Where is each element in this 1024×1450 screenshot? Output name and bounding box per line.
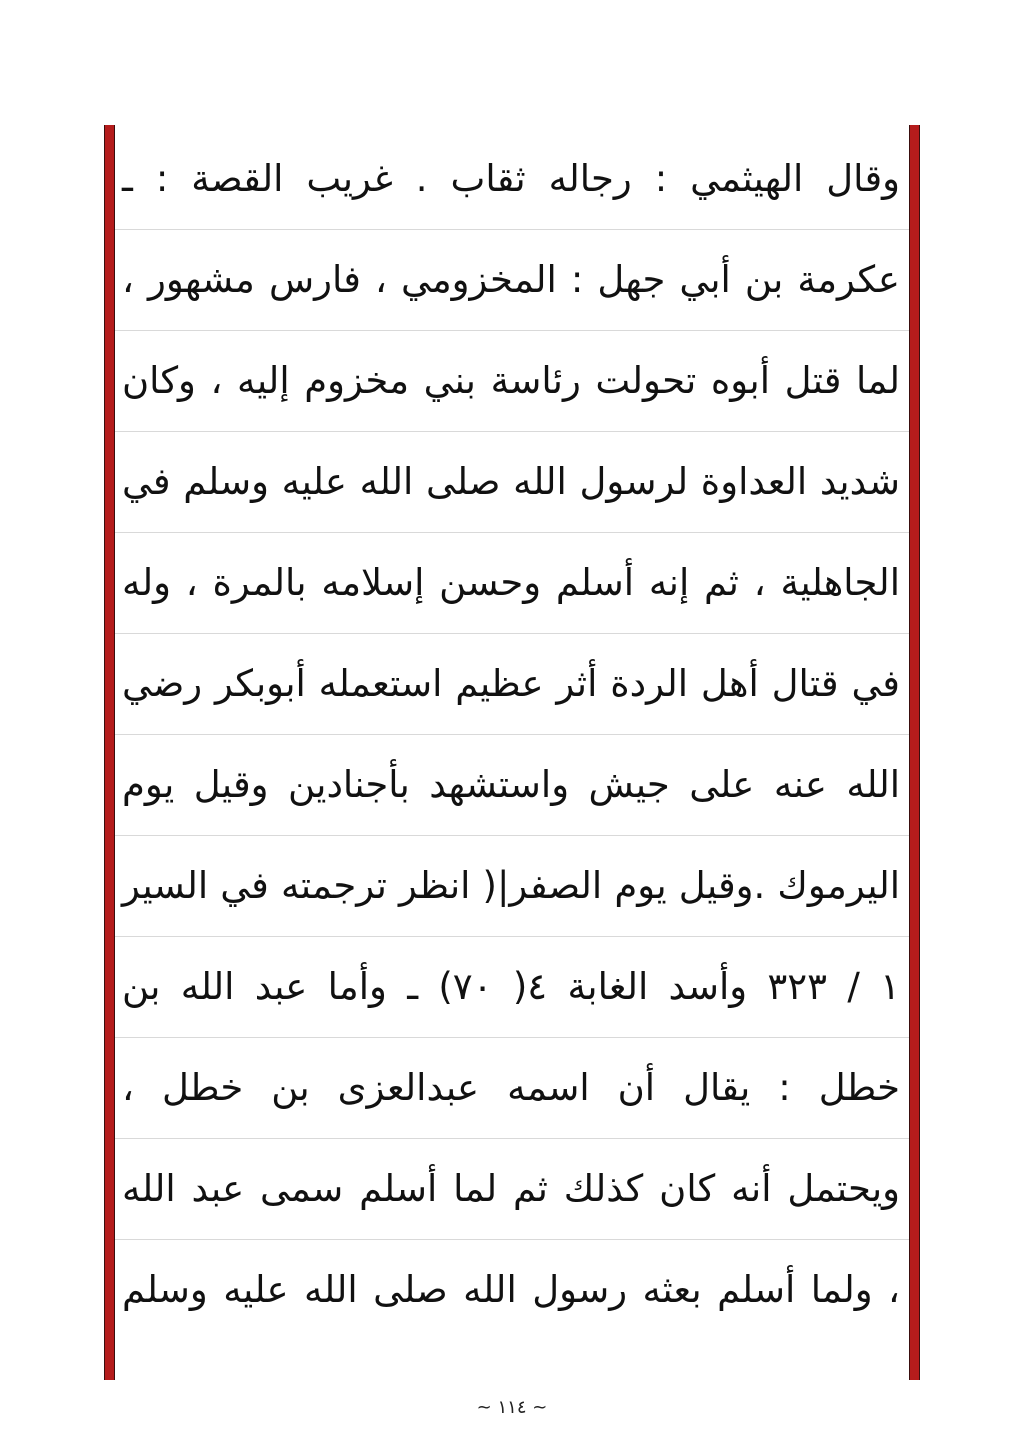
body-text — [120, 128, 902, 1340]
text-line: ، ولما أسلم بعثه رسول الله صلى الله عليه وسلم — [122, 1268, 900, 1311]
text-line: ١ / ٣٢٣ وأسد الغابة ٤( ٧٠) ـ وأما عبد الله بن — [122, 965, 900, 1008]
text-line: عكرمة بن أبي جهل : المخزومي ، فارس مشهور ، — [122, 258, 900, 301]
text-line: وقال الهيثمي : رجاله ثقاب . غريب القصة : ـ — [122, 157, 900, 200]
text-line: ويحتمل أنه كان كذلك ثم لما أسلم سمى عبد الله — [122, 1167, 900, 1210]
text-line: شديد العداوة لرسول الله صلى الله عليه وسلم في — [122, 460, 900, 503]
text-line: في قتال أهل الردة أثر عظيم استعمله أبوبكر رضي — [122, 662, 900, 705]
left-border-rule — [104, 125, 115, 1380]
text-line: الله عنه على جيش واستشهد بأجنادين وقيل يوم — [122, 763, 900, 806]
page-number: ~ ١١٤ ~ — [476, 1397, 548, 1418]
right-border-rule — [909, 125, 920, 1380]
text-line: اليرموك .وقيل يوم الصفر|( انظر ترجمته في السير — [122, 864, 900, 907]
text-line: لما قتل أبوه تحولت رئاسة بني مخزوم إليه ، وكان — [122, 359, 900, 402]
text-line: خطل : يقال أن اسمه عبدالعزى بن خطل ، — [122, 1066, 900, 1109]
text-line: الجاهلية ، ثم إنه أسلم وحسن إسلامه بالمرة ، وله — [122, 561, 900, 604]
